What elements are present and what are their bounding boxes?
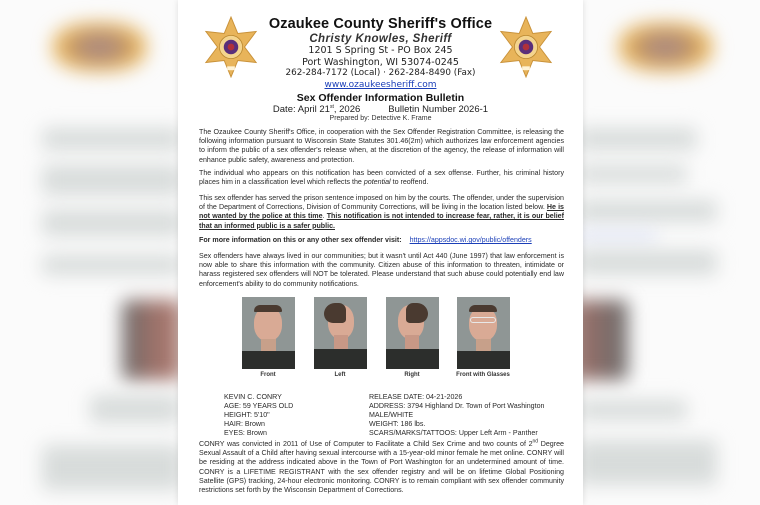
blurred-text-block [42,128,178,150]
bulletin-date-row [178,104,583,115]
photo-caption-left: Left [334,372,346,378]
blurred-badge-icon [52,22,147,72]
offender-hair: HAIR: Brown [224,420,265,428]
address-line-1: 1201 S Spring St - PO Box 245 [308,45,453,56]
address-line-2: Port Washington, WI 53074-0245 [302,56,459,68]
blurred-text-block [583,440,717,485]
offender-eyes: EYES: Brown [224,429,267,437]
intro-paragraph: The Ozaukee County Sheriff's Office, in cooperation with the Sex Offender Registration Committee, is releasing the following information pursuant to Wisconsin State Statutes 301.46(2m) which authorizes law enforcement agencies to inform the public of a sex offender's release when, at the discretion of the agency, the release of information will enhance public safety, awareness and protection. [199,128,564,164]
blurred-link [583,232,657,242]
photo-left [314,297,367,369]
letterhead [178,16,583,91]
more-info-paragraph [199,236,564,245]
offender-weight: WEIGHT: 186 lbs. [369,420,426,428]
blurred-photo [122,300,178,380]
offender-scars: SCARS/MARKS/TATTOOS: Upper Left Arm - Panther [369,429,538,437]
offender-sex-race: MALE/WHITE [369,411,414,419]
blurred-text-block [42,445,178,490]
blurred-text-block [583,250,717,275]
blurred-photo [583,300,628,380]
blurred-text-block [42,165,178,195]
sentence-paragraph: This sex offender has served the prison sentence imposed on him by the courts. The offender, under the supervision of the Department of Corrections, Division of Community Corrections, will be living in the location listed below. He is not wanted by the police at this time. This notification is not intended to increase fear, rather, it is our belief that an informed public is a safer public. [199,194,564,230]
offender-release-date: RELEASE DATE: 04-21-2026 [369,393,463,401]
not-wanted-notice: He is not wanted by the police at this time [199,203,564,221]
blurred-text-block [583,128,697,150]
blurred-text-block [583,200,717,222]
blurred-badge-icon [618,22,713,72]
blurred-text-block [42,255,178,275]
offender-registry-link[interactable]: https://appsdoc.wi.gov/public/offenders [409,236,532,244]
photo-caption-front-with-glasses: Front with Glasses [456,372,510,378]
bulletin-title: Sex Offender Information Bulletin [296,92,465,104]
photo-front-with-glasses [457,297,510,369]
conviction-paragraph: The individual who appears on this notification has been convicted of a sex offense. Further, his criminal history places him in a classification level which reflects the potential to reoffend. [199,169,564,187]
bulletin-title-block [178,92,583,122]
offender-details-left [224,393,293,438]
offender-address: ADDRESS: 3794 Highland Dr. Town of Port Washington [369,402,545,410]
blurred-background-right [583,0,760,505]
website-link[interactable]: www.ozaukeesheriff.com [324,79,437,90]
organization-name: Ozaukee County Sheriff's Office [268,16,493,32]
bulletin-document [178,0,583,505]
blurred-text-block [42,210,178,236]
sheriff-name: Christy Knowles, Sheriff [309,33,452,45]
bulletin-date: Date: April 21st, 2026 [272,103,361,115]
blurred-text-block [583,400,687,420]
phone-line: 262-284-7172 (Local) · 262-284-8490 (Fax) [285,68,476,78]
offender-age: AGE: 59 YEARS OLD [224,402,294,410]
offender-name: KEVIN C. CONRY [224,393,282,401]
photo-front [242,297,295,369]
blurred-text-block [583,165,687,183]
photo-caption-right: Right [404,372,420,378]
photo-right [386,297,439,369]
blurred-text-block [90,395,178,423]
blurred-background-left [0,0,178,505]
conviction-summary-paragraph: CONRY was convicted in 2011 of Use of Computer to Facilitate a Child Sex Crime and two counts of 2nd Degree Sexual Assault of a Child after having sexual intercourse with a 15-year-old minor female he met online. CONRY will be residing at the address indicated above in the Town of Port Washington for an undetermined amount of time. CONRY is a LIFETIME REGISTRANT with the sex offender registry and will be on lifetime Global Positioning Satellite (GPS) tracking, 24-hour electronic monitoring. CONRY is to remain compliant with sex offender community restrictions set forth by the Wisconsin Department of Corrections. [199,438,564,495]
bulletin-number: Bulletin Number 2026-1 [388,104,489,115]
prepared-by: Prepared by: Detective K. Frame [329,115,432,122]
photo-caption-front: Front [260,372,276,378]
offender-details-right [369,393,544,438]
offender-height: HEIGHT: 5'10" [224,411,270,419]
more-info-label: For more information on this or any other sex offender visit: [199,236,402,244]
informed-public-notice: This notification is not intended to increase fear, rather, it is our belief that an informed public is a safer public. [199,212,564,230]
community-paragraph: Sex offenders have always lived in our communities; but it wasn't until Act 440 (June 1997) that law enforcement is now able to share this information with the community. Citizen abuse of this information to threaten, intimidate or harass registered sex offenders will NOT be tolerated. Please understand that such abuse could potentially end law enforcement's ability to do community notifications. [199,252,564,288]
